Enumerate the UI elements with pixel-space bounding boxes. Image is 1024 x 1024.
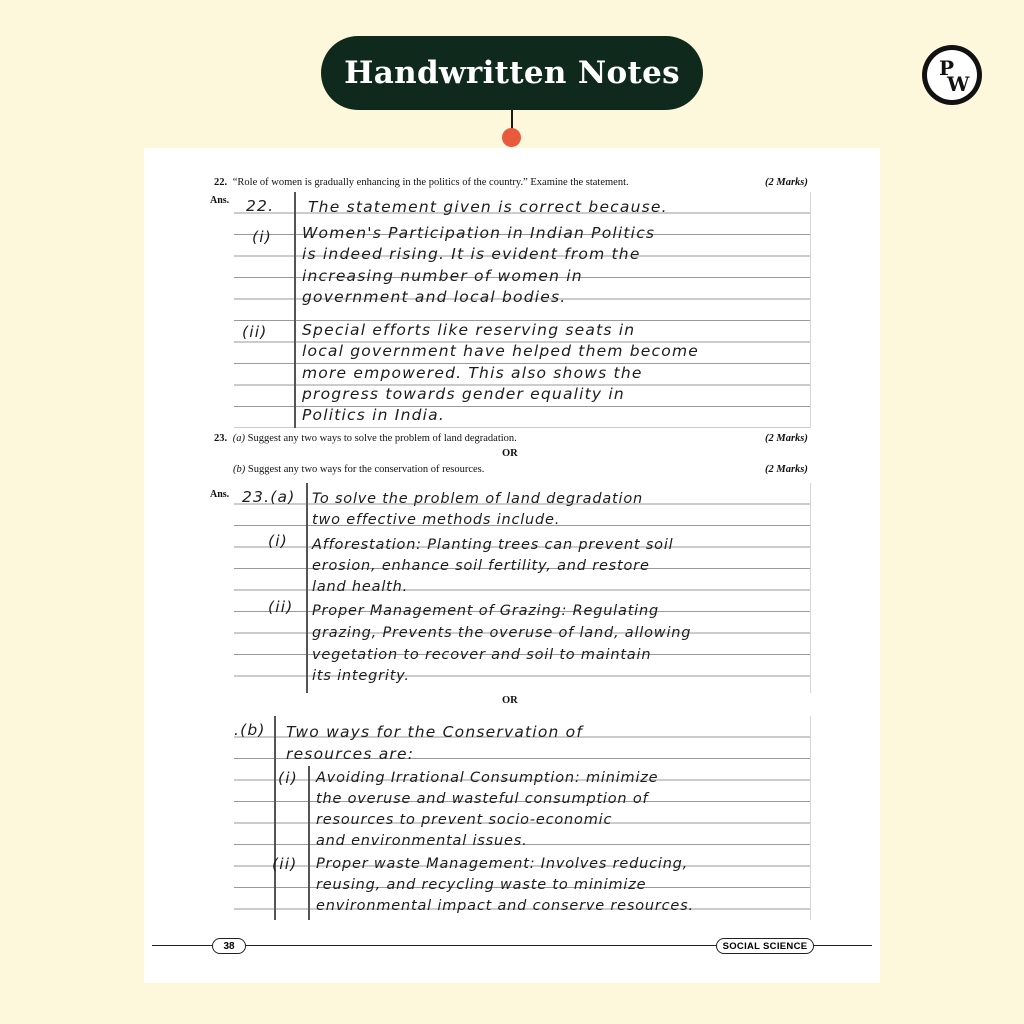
hw-line: more empowered. This also shows the [302, 364, 643, 382]
hw-marker: (i) [268, 532, 289, 550]
hw-line: erosion, enhance soil fertility, and restore [312, 558, 650, 574]
hw-line: government and local bodies. [302, 288, 567, 306]
marks-22: (2 Marks) [765, 177, 808, 188]
marks-23b: (2 Marks) [765, 464, 808, 475]
hw-line: environmental impact and conserve resources. [316, 898, 694, 914]
hw-line: resources are: [286, 745, 415, 763]
hw-line: vegetation to recover and soil to maintain [312, 647, 652, 663]
hw-line: the overuse and wasteful consumption of [316, 791, 649, 807]
hw-line: progress towards gender equality in [302, 385, 625, 403]
hw-line: is indeed rising. It is evident from the [302, 245, 641, 263]
question-23b [233, 464, 484, 475]
hw-line: land health. [312, 579, 409, 595]
hw-line: Women's Participation in Indian Politics [302, 224, 656, 242]
hw-line: To solve the problem of land degradation [312, 491, 643, 507]
hw-line: and environmental issues. [316, 833, 528, 849]
hw-line: Two ways for the Conservation of [286, 723, 583, 741]
document-page [144, 148, 880, 983]
hw-qnum: 22. [246, 197, 275, 215]
subject-label: SOCIAL SCIENCE [716, 938, 814, 954]
question-text: “Role of women is gradually enhancing in the politics of the country.” Examine the statement. [232, 177, 629, 188]
question-text: Suggest any two ways to solve the problem of land degradation. [247, 433, 517, 444]
hw-line: grazing, Prevents the overuse of land, allowing [312, 625, 692, 641]
hw-line: Avoiding Irrational Consumption: minimize [316, 770, 659, 786]
question-22 [214, 177, 629, 188]
hw-line: increasing number of women in [302, 267, 583, 285]
ans-label-23: Ans. [210, 489, 230, 500]
hw-marker: (ii) [268, 598, 294, 616]
hw-line: local government have helped them become [302, 342, 699, 360]
logo-letter-w: W [947, 72, 970, 96]
handwritten-answer-23b [234, 716, 811, 920]
hw-line: its integrity. [312, 668, 410, 684]
page-title: Handwritten Notes [321, 36, 703, 110]
hw-line: Special efforts like reserving seats in [302, 321, 636, 339]
or-divider: OR [502, 448, 518, 459]
part-label: (a) [232, 433, 245, 444]
handwritten-answer-22 [234, 192, 811, 428]
hw-line: Politics in India. [302, 406, 445, 424]
question-number: 22. [214, 177, 228, 188]
question-number: 23. [214, 433, 228, 444]
handwritten-answer-23a [234, 483, 811, 693]
hw-qnum: 23.(a) [242, 488, 296, 506]
connector-dot [502, 128, 521, 147]
pw-logo [922, 45, 982, 105]
hw-marker: (ii) [272, 855, 298, 873]
marks-23a: (2 Marks) [765, 433, 808, 444]
hw-line: Proper Management of Grazing: Regulating [312, 603, 660, 619]
question-23a [214, 433, 517, 444]
question-text: Suggest any two ways for the conservation of resources. [247, 464, 485, 475]
hw-marker: (i) [252, 228, 273, 246]
page-number: 38 [212, 938, 246, 954]
hw-line: two effective methods include. [312, 512, 561, 528]
logo-letter-p: P [939, 56, 955, 80]
part-label: (b) [233, 464, 246, 475]
hw-marker: (ii) [242, 323, 268, 341]
or-divider: OR [502, 695, 518, 706]
hw-line: Afforestation: Planting trees can prevent soil [312, 537, 674, 553]
hw-line: reusing, and recycling waste to minimize [316, 877, 647, 893]
hw-qnum: .(b) [234, 721, 266, 739]
hw-line: resources to prevent socio-economic [316, 812, 613, 828]
hw-marker: (i) [278, 769, 299, 787]
ans-label-22: Ans. [210, 195, 230, 206]
hw-line: Proper waste Management: Involves reducing, [316, 856, 689, 872]
hw-line: The statement given is correct because. [308, 198, 668, 216]
